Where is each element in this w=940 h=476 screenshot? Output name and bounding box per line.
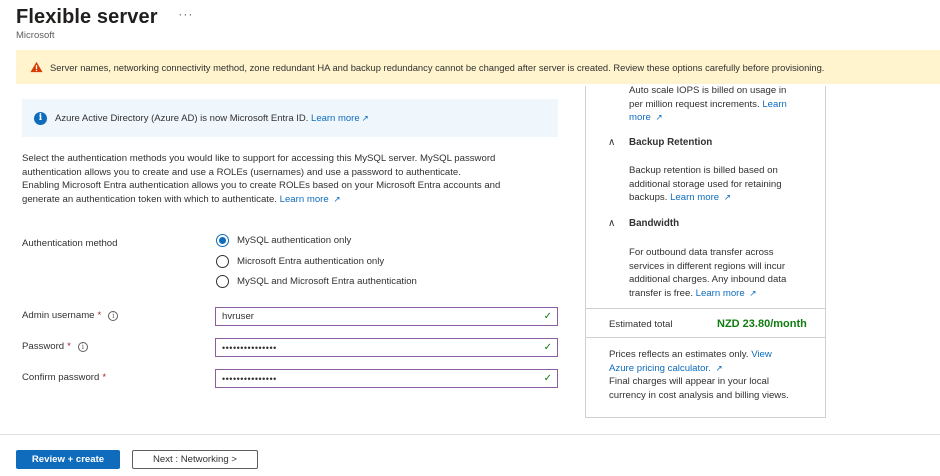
prices-line: Prices reflects an estimates only.	[609, 349, 749, 360]
admin-username-input[interactable]	[215, 307, 558, 326]
valid-check-icon: ✓	[543, 373, 552, 384]
page-title: Flexible server	[16, 6, 158, 28]
info-text	[55, 113, 369, 124]
bandwidth-line: additional charges. Any inbound data	[629, 274, 787, 285]
password-value: •••••••••••••••	[222, 342, 277, 353]
confirm-password-input[interactable]	[215, 369, 558, 388]
prices-line: Final charges will appear in your local	[609, 376, 769, 387]
auth-option-entra[interactable]	[216, 255, 384, 268]
confirm-password-value: •••••••••••••••	[222, 373, 277, 384]
password-label-text: Password	[22, 341, 65, 352]
desc-line: generate an authentication token with which to authenticate.	[22, 193, 277, 205]
prices-line: currency in cost analysis and billing views.	[609, 389, 789, 401]
chevron-up-icon[interactable]: ∧	[608, 137, 616, 148]
divider	[586, 308, 825, 309]
backup-line: Backup retention is billed based on	[629, 165, 778, 176]
cost-summary-panel	[585, 86, 826, 418]
radio-button[interactable]	[216, 255, 229, 268]
warning-banner	[16, 50, 940, 84]
bandwidth-learn-more-link[interactable]: Learn more	[695, 287, 745, 299]
valid-check-icon: ✓	[543, 311, 552, 322]
bandwidth-note	[629, 246, 814, 300]
prices-note	[609, 348, 819, 402]
bandwidth-title: Bandwidth	[629, 218, 680, 229]
external-link-icon: ↗	[333, 193, 341, 204]
divider	[586, 337, 825, 338]
review-create-button[interactable]: Review + create	[16, 450, 120, 469]
desc-learn-more-link[interactable]: Learn more	[279, 193, 329, 205]
pricing-calculator-link-cont[interactable]: Azure pricing calculator.	[609, 362, 711, 374]
external-link-icon: ↗	[715, 362, 723, 373]
backup-note	[629, 164, 814, 205]
iops-line: per million request increments.	[629, 98, 760, 110]
desc-line: authentication allows you to create and use a ROLEs (usernames) and use a password to authenticate.	[22, 166, 461, 178]
bandwidth-line: services in different regions will incur	[629, 260, 786, 272]
required-marker: *	[102, 372, 107, 383]
estimated-total-value: NZD 23.80/month	[717, 318, 807, 330]
info-banner	[22, 99, 558, 137]
iops-line: Auto scale IOPS is billed on usage in	[629, 85, 787, 96]
admin-username-value: hvruser	[222, 311, 254, 322]
required-marker: *	[67, 341, 71, 352]
page-header	[16, 6, 193, 41]
info-tooltip-icon[interactable]: i	[108, 311, 118, 321]
auth-method-label	[22, 238, 117, 249]
backup-retention-header[interactable]	[608, 137, 712, 148]
backup-learn-more-link[interactable]: Learn more	[670, 192, 720, 203]
warning-text: Server names, networking connectivity method, zone redundant HA and backup redundancy cannot be changed after server is created. Review these options carefully before provisioning.	[50, 61, 825, 73]
chevron-up-icon[interactable]: ∧	[608, 218, 616, 229]
info-learn-more-link[interactable]: Learn more	[311, 112, 360, 124]
auth-option-mysql[interactable]	[216, 234, 351, 247]
warning-icon	[30, 61, 43, 73]
confirm-password-label	[22, 372, 106, 383]
radio-label: Microsoft Entra authentication only	[237, 256, 385, 267]
auth-method-label-text: Authentication method	[22, 238, 118, 249]
confirm-password-label-text: Confirm password	[22, 372, 100, 383]
radio-button[interactable]	[216, 234, 229, 247]
more-options-icon[interactable]: ···	[178, 7, 194, 21]
desc-line: Select the authentication methods you would like to support for accessing this MySQL server. MySQL password	[22, 153, 496, 164]
required-marker: *	[97, 310, 102, 321]
auth-option-both[interactable]	[216, 275, 417, 288]
backup-retention-title: Backup Retention	[629, 137, 713, 148]
external-link-icon: ↗	[361, 112, 369, 123]
iops-note	[629, 84, 814, 125]
iops-learn-more-link[interactable]: Learn	[762, 98, 787, 110]
backup-line: additional storage used for retaining	[629, 178, 782, 190]
radio-label: MySQL authentication only	[237, 235, 352, 246]
external-link-icon: ↗	[723, 192, 731, 202]
estimated-total-label: Estimated total	[609, 319, 673, 330]
info-message: Azure Active Directory (Azure AD) is now Microsoft Entra ID.	[55, 112, 309, 124]
iops-learn-more-link-cont[interactable]: more	[629, 112, 651, 123]
password-input[interactable]	[215, 338, 558, 357]
auth-description	[22, 152, 542, 206]
external-link-icon: ↗	[655, 112, 663, 122]
next-networking-button[interactable]: Next : Networking >	[132, 450, 258, 469]
bandwidth-line: For outbound data transfer across	[629, 247, 774, 258]
bandwidth-line: transfer is free.	[629, 287, 693, 299]
footer-divider	[0, 434, 940, 435]
page-subtitle: Microsoft	[16, 30, 55, 41]
radio-button[interactable]	[216, 275, 229, 288]
radio-label: MySQL and Microsoft Entra authentication	[237, 276, 417, 287]
bandwidth-header[interactable]	[608, 218, 679, 229]
info-tooltip-icon[interactable]: i	[78, 342, 88, 352]
external-link-icon: ↗	[749, 287, 757, 298]
pricing-calculator-link[interactable]: View	[751, 349, 772, 360]
admin-username-label	[22, 310, 118, 321]
info-icon: i	[34, 112, 47, 125]
desc-line: Enabling Microsoft Entra authentication allows you to create ROLEs based on your Microsoft Entra accounts and	[22, 180, 501, 191]
admin-username-label-text: Admin username	[22, 310, 95, 321]
backup-line: backups.	[629, 192, 668, 203]
valid-check-icon: ✓	[543, 342, 552, 353]
password-label	[22, 341, 88, 352]
